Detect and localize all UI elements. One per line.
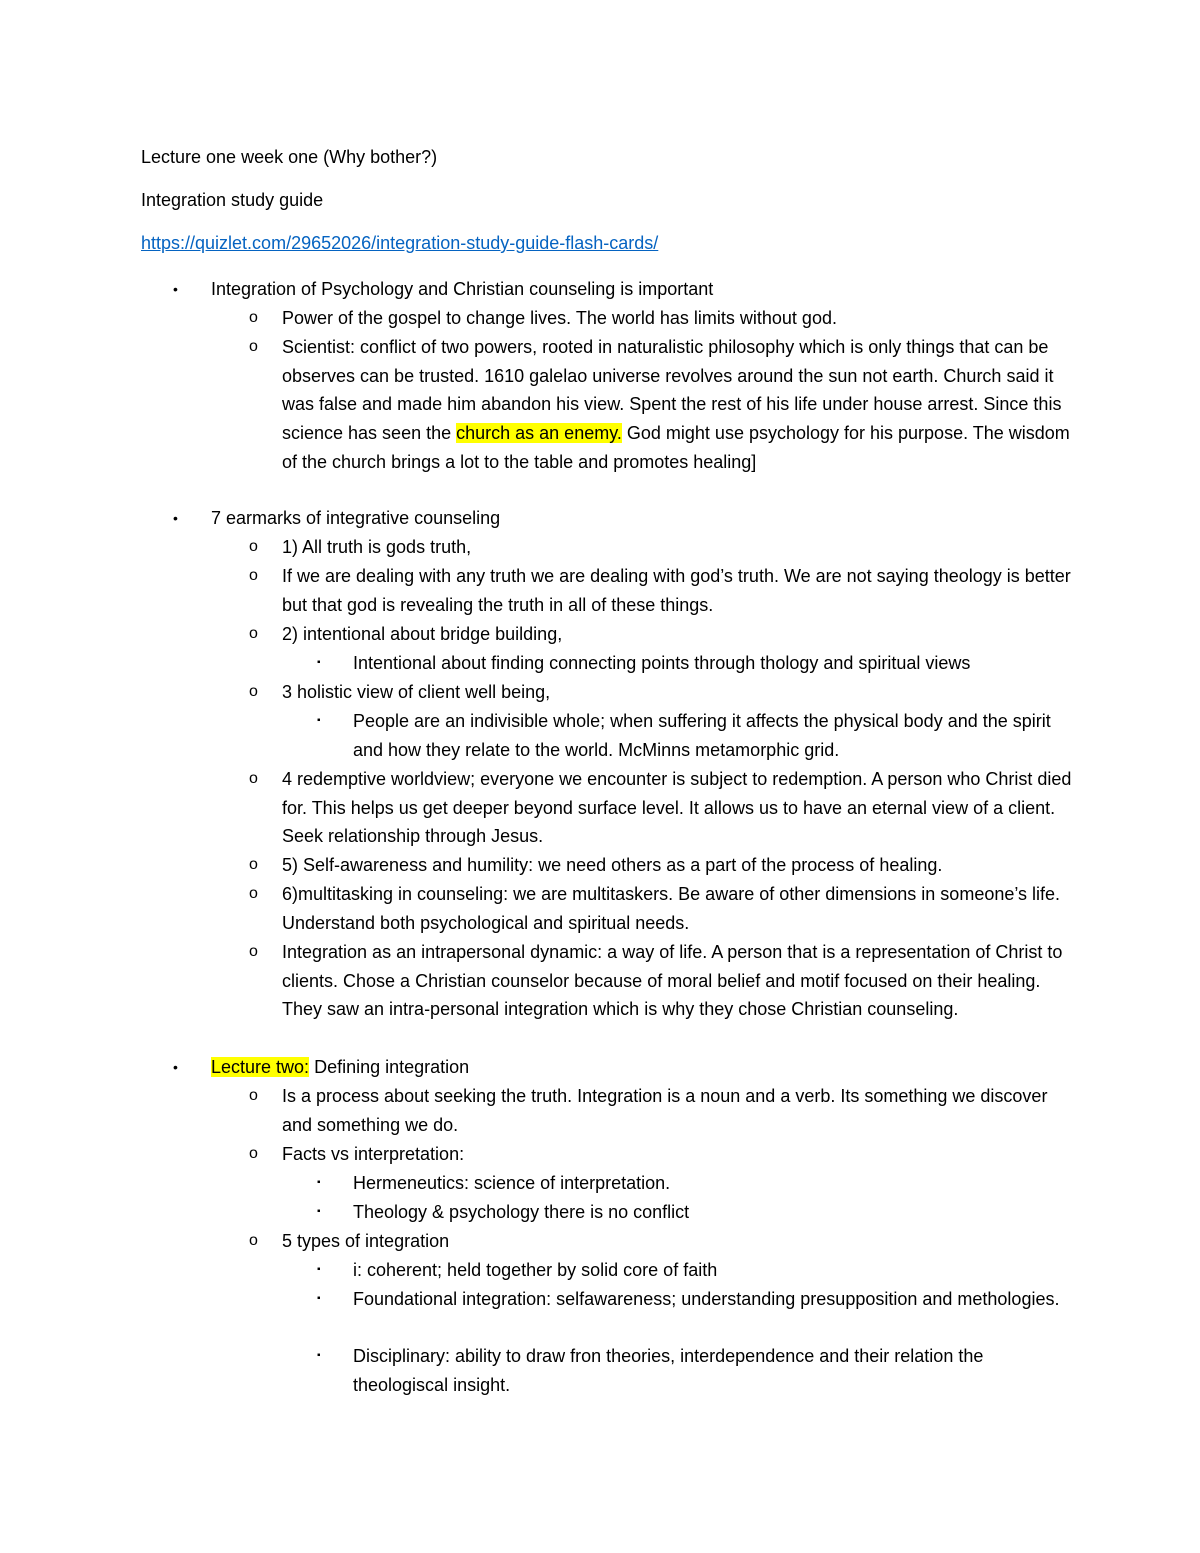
list-item [317,1198,1073,1227]
list-item [317,1342,1073,1399]
highlighted-text: church as an enemy. [456,423,622,444]
list-item-text: Is a process about seeking the truth. Integration is a noun and a verb. Its something we discover and something we do. [282,1086,1048,1135]
bullet-marker: o [249,856,258,873]
list-item-text: 7 earmarks of integrative counseling [211,508,501,528]
bullet-marker: o [249,538,258,555]
bullet-marker: ▪ [317,657,321,668]
list-item [317,1285,1073,1314]
bullet-marker: ▪ [317,1293,321,1304]
list-item-text: Facts vs interpretation: [282,1144,465,1164]
list-item-text: Foundational integration: selfawareness; understanding presupposition and methologies. [353,1289,1060,1309]
bullet-marker: ▪ [317,715,321,726]
list-item [173,1053,1111,1082]
list-item-text: 2) intentional about bridge building, [282,624,563,644]
list-item-text: 4 redemptive worldview; everyone we encounter is subject to redemption. A person who Christ died for. This helps us get deeper beyond surface level. It allows us to have an eternal view of a client. Seek relationship through Jesus. [282,769,1072,847]
bullet-marker: • [173,1059,178,1075]
bullet-marker: ▪ [317,1264,321,1275]
list-item-text: Disciplinary: ability to draw fron theories, interdependence and their relation the theologiscal insight. [353,1346,984,1395]
bullet-marker: o [249,1145,258,1162]
list-item-text: Integration of Psychology and Christian counseling is important [211,279,714,299]
bullet-marker: o [249,683,258,700]
list-item-text: Theology & psychology there is no conflict [353,1202,690,1222]
bullet-marker: o [249,338,258,355]
list-item-text: Intentional about finding connecting points through thology and spiritual views [353,653,971,673]
list-item [249,533,1072,562]
list-item-text: Integration as an intrapersonal dynamic: a way of life. A person that is a representation of Christ to clients. Chose a Christian counselor because of moral belief and motif focused on their healing. They saw an intra-personal integration which is why they chose Christian counseling. [282,942,1063,1020]
bullet-marker: o [249,309,258,326]
list-item [249,1140,1072,1169]
list-item [249,765,1072,851]
list-item-text: 5 types of integration [282,1231,450,1251]
list-item-text: God might use psychology for his purpose. The wisdom of the church brings a lot to the table and promotes healing] [282,423,1070,472]
list-item-text: i: coherent; held together by solid core of faith [353,1260,718,1280]
list-item [173,275,1111,304]
list-item-text: If we are dealing with any truth we are dealing with god’s truth. We are not saying theology is better but that god is revealing the truth in all of these things. [282,566,1071,615]
list-item [249,1227,1072,1256]
document-title: Lecture one week one (Why bother?) [141,147,438,167]
list-item [317,707,1073,764]
list-item [249,333,1072,477]
list-item [317,1169,1073,1198]
bullet-marker: o [249,625,258,642]
list-item [249,1082,1072,1139]
list-item [249,678,1072,707]
list-item [317,1256,1073,1285]
list-item [249,938,1072,1024]
list-item [249,304,1072,333]
quizlet-link[interactable]: https://quizlet.com/29652026/integration-study-guide-flash-cards/ [141,233,659,253]
bullet-marker: o [249,1087,258,1104]
highlighted-text: Lecture two: [211,1057,310,1077]
bullet-marker: o [249,770,258,787]
list-item-text: Power of the gospel to change lives. The world has limits without god. [282,308,837,328]
bullet-marker: ▪ [317,1350,321,1361]
list-item-text: 3 holistic view of client well being, [282,682,551,702]
list-item [249,562,1072,619]
list-item-text: 5) Self-awareness and humility: we need others as a part of the process of healing. [282,855,943,875]
bullet-marker: • [173,510,178,526]
list-item-text: 1) All truth is gods truth, [282,537,472,557]
bullet-marker: • [173,281,178,297]
bullet-marker: o [249,567,258,584]
list-item-text: People are an indivisible whole; when suffering it affects the physical body and the spirit and how they relate to the world. McMinns metamorphic grid. [353,711,1051,760]
list-item-text: Defining integration [309,1057,470,1077]
list-item [249,620,1072,649]
document-subtitle: Integration study guide [141,190,324,210]
list-item-text: 6)multitasking in counseling: we are multitaskers. Be aware of other dimensions in someone’s life. Understand both psychological and spiritual needs. [282,884,1061,933]
bullet-marker: o [249,1232,258,1249]
list-item [317,649,1073,678]
bullet-marker: o [249,943,258,960]
list-item-text: Scientist: conflict of two powers, rooted in naturalistic philosophy which is only things that can be observes can be trusted. 1610 galelao universe revolves around the sun not earth. Church said it was false and made him abandon his view. Spent the rest of his life under house arrest. Since this science has seen the [282,337,1062,444]
list-item [173,504,1111,533]
list-item-text: Hermeneutics: science of interpretation. [353,1173,671,1193]
bullet-marker: ▪ [317,1177,321,1188]
list-item [249,880,1072,937]
bullet-marker: ▪ [317,1206,321,1217]
list-item [249,851,1072,880]
bullet-marker: o [249,885,258,902]
